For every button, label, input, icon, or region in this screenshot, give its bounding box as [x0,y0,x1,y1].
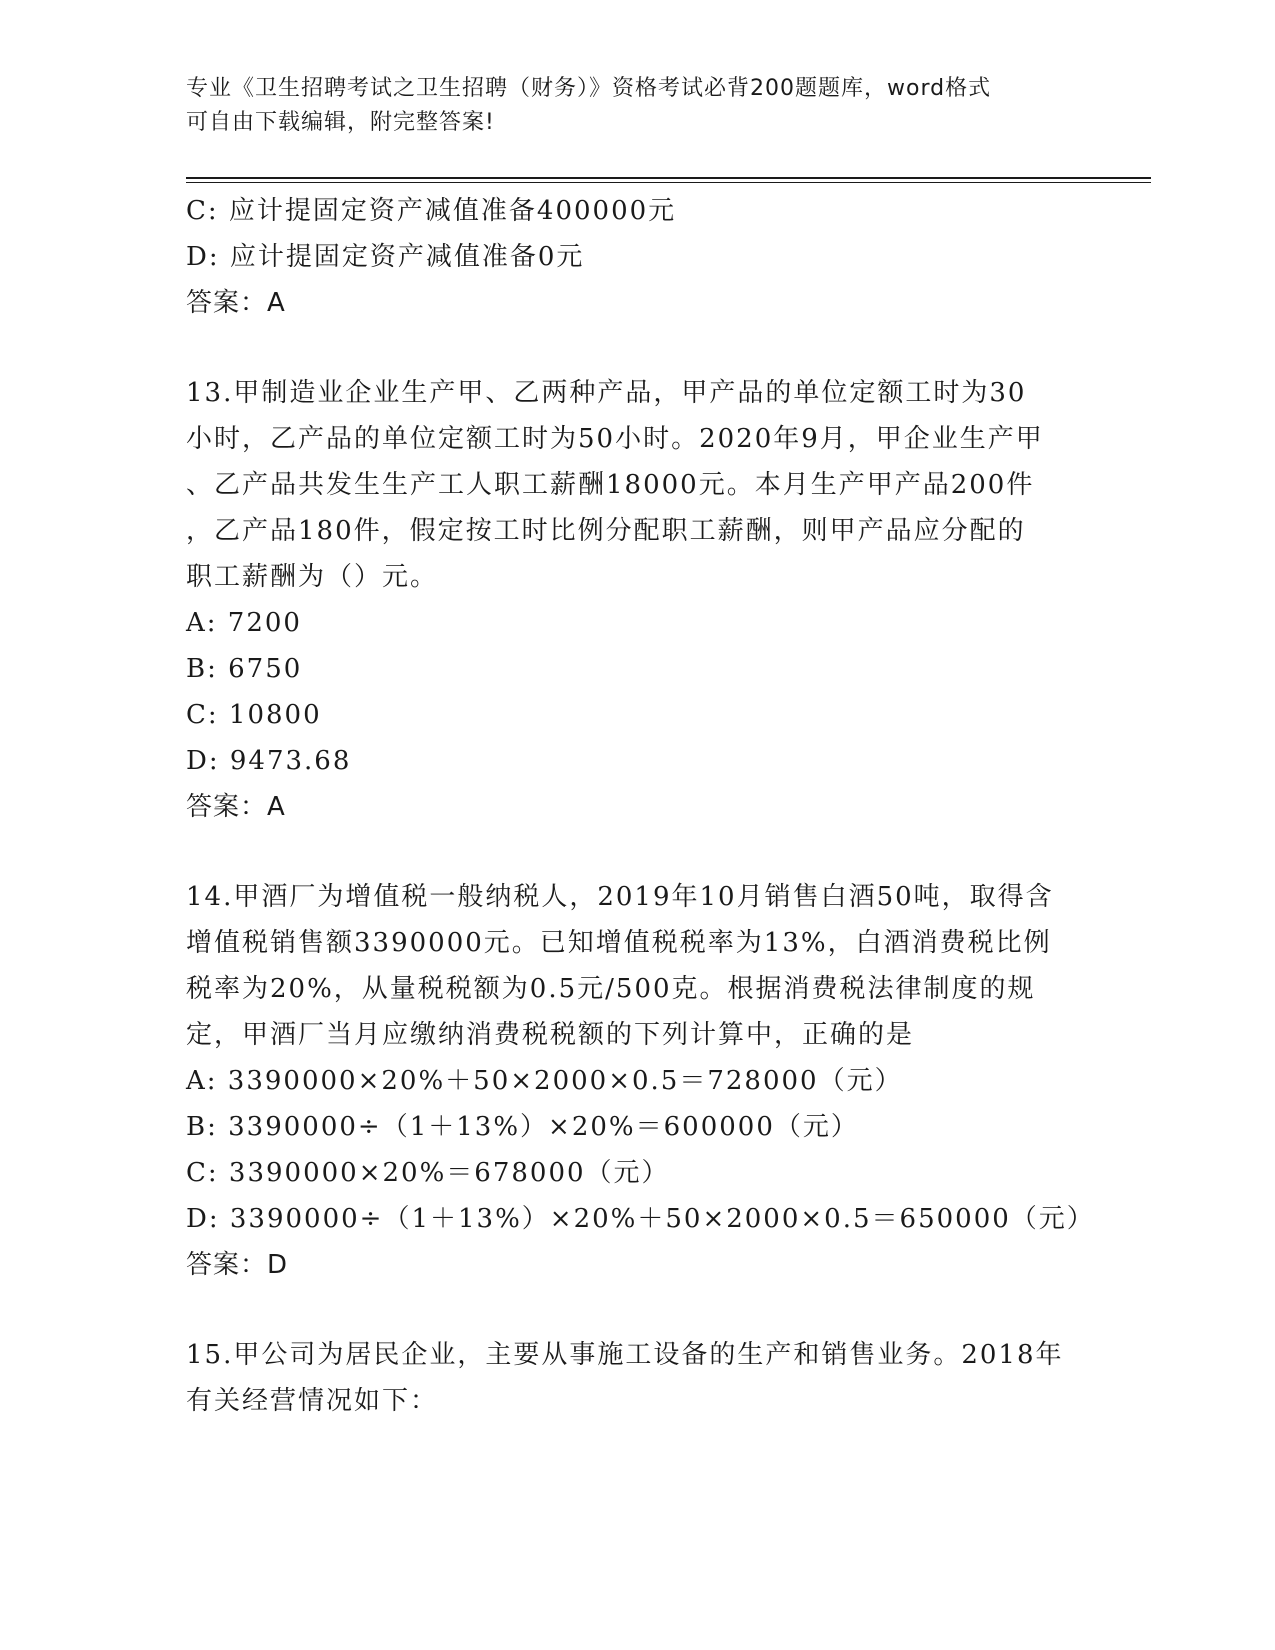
option-b: B: 6750 [186,654,303,684]
question-13 [186,370,1076,830]
document-header [186,72,1066,140]
prev-question [186,188,1076,326]
question-stem-line: 小时，乙产品的单位定额工时为50小时。2020年9月，甲企业生产甲 [186,424,1044,454]
question-stem-line: 15.甲公司为居民企业，主要从事施工设备的生产和销售业务。2018年 [186,1340,1064,1370]
question-gap [186,1288,1076,1332]
question-stem-line: 有关经营情况如下： [186,1386,439,1416]
question-14 [186,874,1095,1288]
header-title-line-2: 可自由下载编辑，附完整答案! [186,110,495,135]
option-d: D: 9473.68 [186,746,352,776]
option-c: C: 应计提固定资产减值准备400000元 [186,196,677,226]
question-stem-line: 13.甲制造业企业生产甲、乙两种产品，甲产品的单位定额工时为30 [186,378,1027,408]
question-stem-line: 税率为20%，从量税税额为0.5元/500克。根据消费税法律制度的规 [186,974,1036,1004]
option-a: A: 7200 [186,608,302,638]
option-c: C: 3390000×20%＝678000（元） [186,1158,670,1188]
option-a: A: 3390000×20%＋50×2000×0.5＝728000（元） [186,1066,903,1096]
answer-line: 答案：A [186,792,286,822]
answer-line: 答案：D [186,1250,289,1280]
header-rule-thick [186,177,1151,179]
option-d: D: 应计提固定资产减值准备0元 [186,242,585,272]
question-content [186,188,1095,1424]
question-15 [186,1332,1076,1424]
question-stem-line: 职工薪酬为（）元。 [186,562,439,592]
question-stem-line: ，乙产品180件，假定按工时比例分配职工薪酬，则甲产品应分配的 [186,516,1026,546]
header-title-line-1: 专业《卫生招聘考试之卫生招聘（财务）》资格考试必背200题题库，word格式 [186,76,992,101]
option-b: B: 3390000÷（1＋13%）×20%＝600000（元） [186,1112,859,1142]
header-rule-thin [186,182,1151,183]
option-d: D: 3390000÷（1＋13%）×20%＋50×2000×0.5＝650000（元） [186,1204,1095,1234]
question-gap [186,830,1076,874]
answer-line: 答案：A [186,288,286,318]
question-stem-line: 定，甲酒厂当月应缴纳消费税税额的下列计算中，正确的是 [186,1020,915,1050]
question-stem-line: 、乙产品共发生生产工人职工薪酬18000元。本月生产甲产品200件 [186,470,1035,500]
option-c: C: 10800 [186,700,322,730]
question-gap [186,326,1076,370]
question-stem-line: 增值税销售额3390000元。已知增值税税率为13%，白酒消费税比例 [186,928,1052,958]
question-stem-line: 14.甲酒厂为增值税一般纳税人，2019年10月销售白酒50吨，取得含 [186,882,1054,912]
